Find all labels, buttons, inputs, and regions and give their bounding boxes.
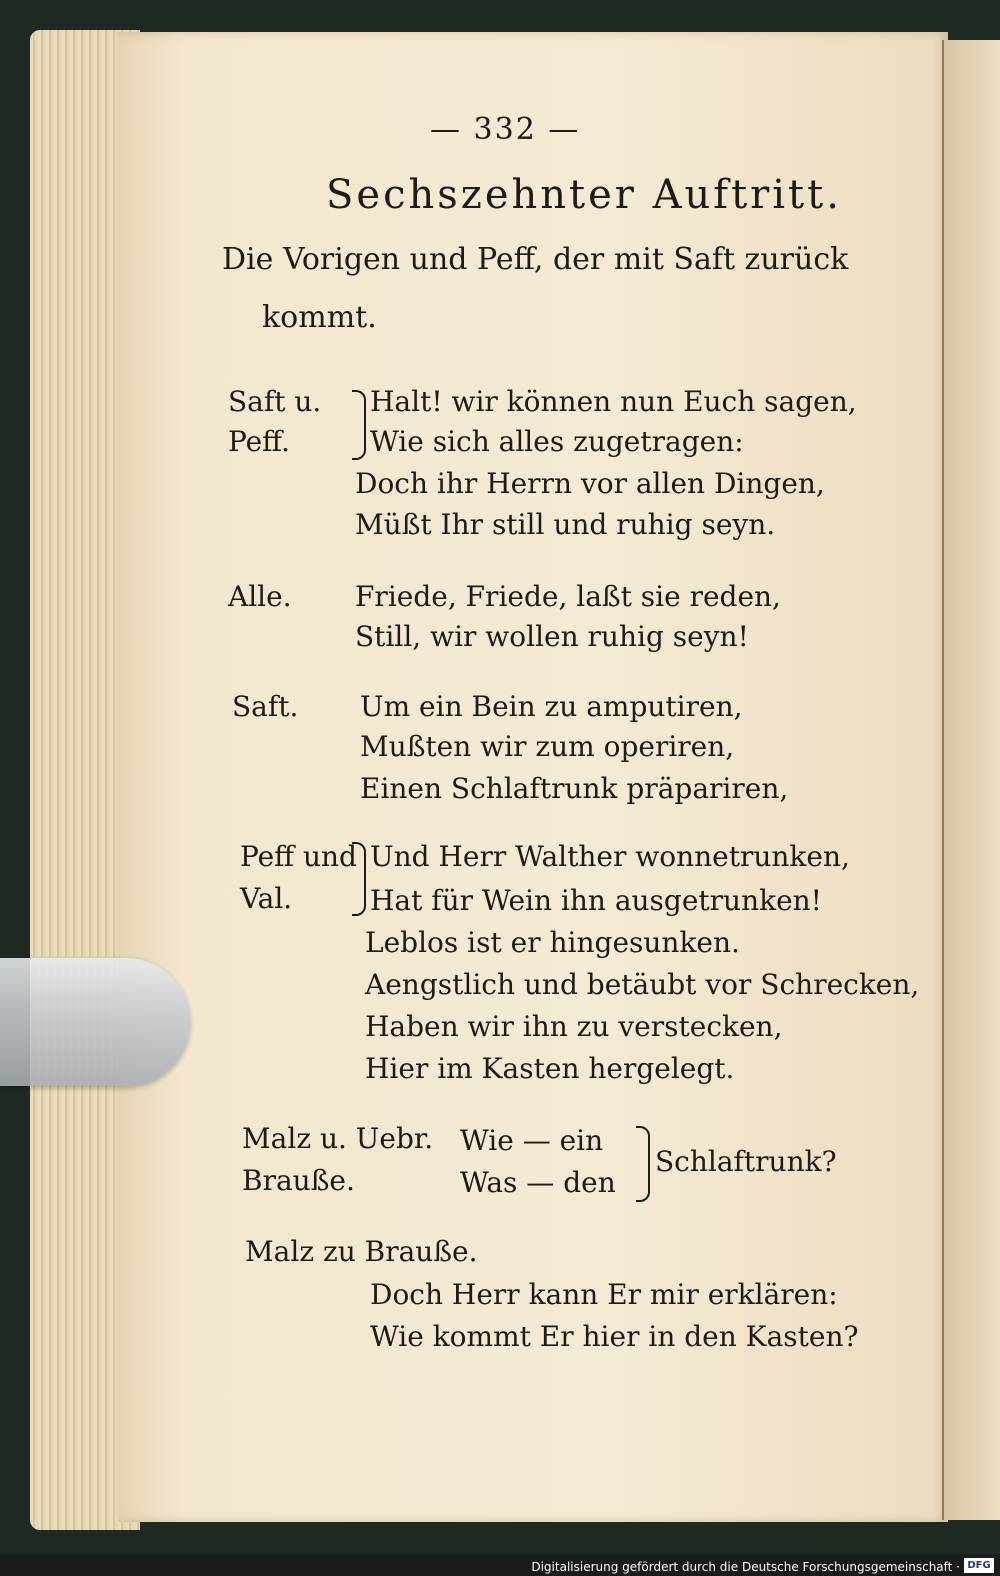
stage-direction-line-2: kommt. — [262, 300, 377, 335]
speaker-label: Saft u. — [228, 385, 322, 418]
speaker-label: Malz zu Brauße. — [245, 1235, 478, 1268]
scene-heading: Sechszehnter Auftritt. — [326, 172, 842, 218]
stage-direction-line-1: Die Vorigen und Peff, der mit Saft zurück — [222, 242, 849, 277]
verse-line: Aengstlich und betäubt vor Schrecken, — [365, 968, 920, 1001]
verse-line: Müßt Ihr still und ruhig seyn. — [355, 508, 776, 541]
speaker-label: Val. — [240, 882, 293, 915]
verse-line: Doch Herr kann Er mir erklären: — [370, 1278, 838, 1311]
dfg-logo: DFG — [964, 1558, 994, 1573]
joined-line-brace — [636, 1126, 650, 1202]
verse-line: Halt! wir können nun Euch sagen, — [370, 385, 857, 418]
verse-line: Leblos ist er hingesunken. — [365, 926, 740, 959]
facing-page-edge — [942, 40, 1000, 1520]
verse-line: Friede, Friede, laßt sie reden, — [355, 580, 781, 613]
speaker-label: Brauße. — [242, 1164, 355, 1197]
verse-line: Wie kommt Er hier in den Kasten? — [370, 1320, 859, 1353]
verse-line: Mußten wir zum operiren, — [360, 730, 735, 763]
verse-line: Haben wir ihn zu verstecken, — [365, 1010, 783, 1043]
verse-line: Und Herr Walther wonnetrunken, — [370, 840, 850, 873]
joined-word: Schlaftrunk? — [655, 1145, 837, 1178]
footer-bar — [0, 1554, 1000, 1576]
speaker-brace — [352, 842, 366, 916]
verse-line: Hier im Kasten hergelegt. — [365, 1052, 735, 1085]
verse-line: Doch ihr Herrn vor allen Dingen, — [355, 467, 825, 500]
verse-line: Hat für Wein ihn ausgetrunken! — [370, 884, 822, 917]
verse-line: Um ein Bein zu amputiren, — [360, 690, 743, 723]
verse-line: Wie — ein — [460, 1124, 604, 1157]
speaker-label: Saft. — [232, 690, 299, 723]
verse-line: Wie sich alles zugetragen: — [370, 425, 744, 458]
verse-line: Still, wir wollen ruhig seyn! — [355, 620, 749, 653]
speaker-brace — [352, 390, 366, 460]
speaker-label: Malz u. Uebr. — [242, 1122, 434, 1155]
speaker-label: Peff und — [240, 840, 357, 873]
verse-line: Was — den — [460, 1166, 616, 1199]
page-clip — [0, 958, 190, 1086]
verse-line: Einen Schlaftrunk präpariren, — [360, 772, 789, 805]
funding-credit: Digitalisierung gefördert durch die Deutsche Forschungsgemeinschaft · — [531, 1560, 960, 1574]
speaker-label: Alle. — [228, 580, 292, 613]
speaker-label: Peff. — [228, 425, 290, 458]
page-number: — 332 — — [430, 112, 581, 147]
